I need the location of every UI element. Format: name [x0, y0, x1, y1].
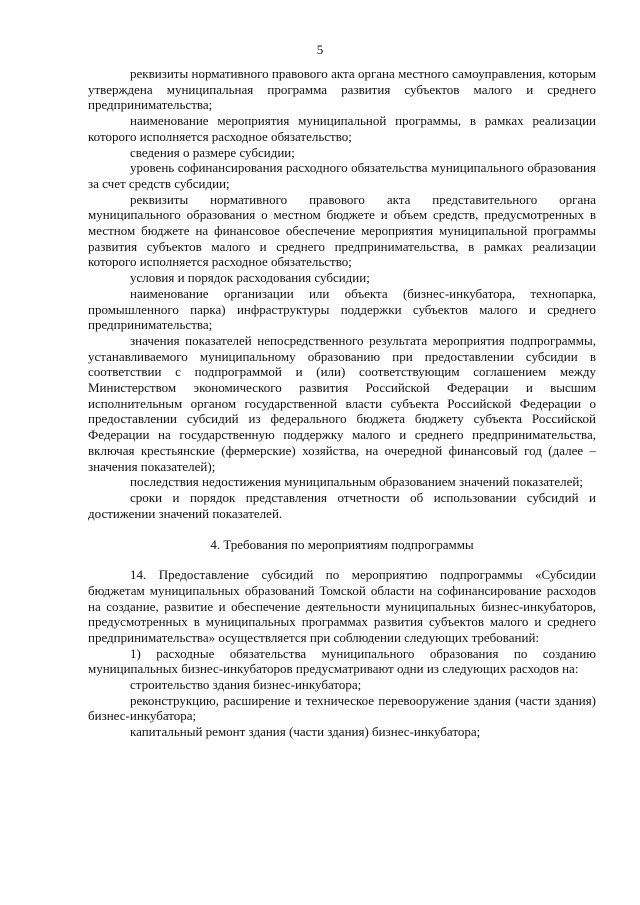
paragraph: капитальный ремонт здания (части здания) бизнес-инкубатора;	[130, 724, 481, 740]
paragraph: наименование организации или объекта (бизнес-инкубатора, технопарка, промышленного парка) инфраструктуры поддержки субъектов малого и среднего предпринимательства;	[88, 285, 596, 333]
paragraph: значения показателей непосредственного результата мероприятия подпрограммы, устанавливаемого муниципальному образованию при предоставлении субсидии в соответствии с подпрограммой и (или) соответствующим соглашением между Министерством экономического развития Российской Федерации и высшим исполнительным органом государственной власти субъекта Российской Федерации о предоставлении субсидий из федерального бюджета бюджету субъекта Российской Федерации на государственную поддержку малого и среднего предпринимательства, включая крестьянские (фермерские) хозяйства, на очередной финансовый год (далее – значения показателей);	[88, 332, 596, 474]
paragraph: сроки и порядок представления отчетности об использовании субсидий и достижении значений показателей.	[88, 489, 596, 521]
paragraph: реконструкцию, расширение и техническое перевооружение здания (части здания) бизнес-инкубатора;	[88, 692, 596, 724]
paragraph: последствия недостижения муниципальным образованием значений показателей;	[130, 474, 583, 490]
page-number: 5	[316, 42, 324, 57]
paragraph: реквизиты нормативного правового акта представительного органа муниципального образования о местном бюджете и объем средств, предусмотренных в местном бюджете на финансовое обеспечение мероприятия муниципальной программы развития субъектов малого и среднего предпринимательства, в рамках реализации которого исполняется расходное обязательство;	[88, 191, 596, 270]
paragraph: сведения о размере субсидии;	[130, 144, 295, 160]
paragraph: условия и порядок расходования субсидии;	[130, 270, 370, 286]
paragraph: 1) расходные обязательства муниципального образования по созданию муниципальных бизнес-инкубаторов предусматривают одни из следующих расходов на:	[88, 645, 596, 677]
paragraph: наименование мероприятия муниципальной программы, в рамках реализации которого исполняется расходное обязательство;	[88, 113, 596, 144]
section-heading: 4. Требования по мероприятиям подпрограммы	[210, 537, 474, 553]
paragraph: уровень софинансирования расходного обязательства муниципального образования за счет средств субсидии;	[88, 160, 596, 191]
document-body	[88, 66, 596, 740]
paragraph: 14. Предоставление субсидий по мероприятию подпрограммы «Субсидии бюджетам муниципальных образований Томской области на софинансирование расходов на создание, развитие и обеспечение деятельности муниципальных бизнес-инкубаторов, предусмотренных в муниципальных программах развития субъектов малого и среднего предпринимательства» осуществляется при соблюдении следующих требований:	[88, 567, 596, 645]
paragraph: строительство здания бизнес-инкубатора;	[130, 677, 362, 693]
paragraph: реквизиты нормативного правового акта органа местного самоуправления, которым утверждена муниципальная программа развития субъектов малого и среднего предпринимательства;	[88, 66, 596, 113]
